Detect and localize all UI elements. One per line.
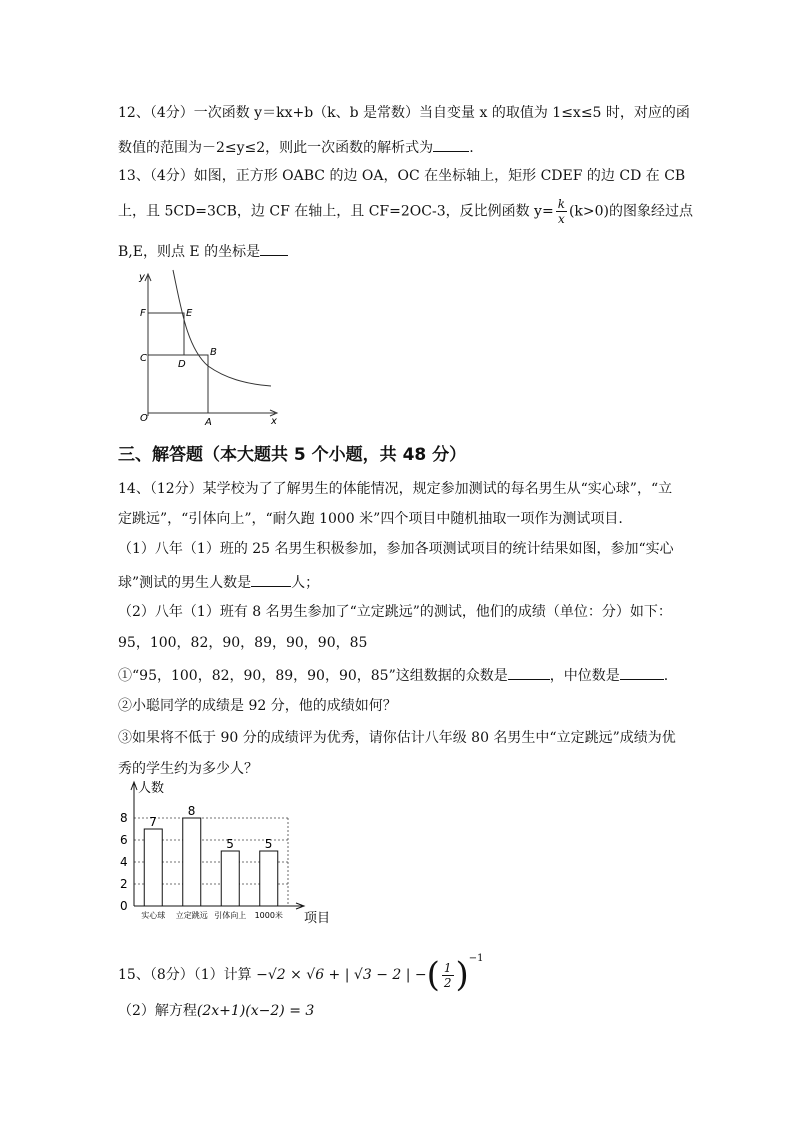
bar <box>183 818 201 906</box>
label-d: D <box>178 359 186 370</box>
q15-frac-den: 2 <box>443 975 452 990</box>
q14-line-7-mid: ，中位数是 <box>549 668 620 684</box>
q14-line-7-text: ①“95，100，82，90，89，90，90，85”这组数据的众数是 <box>118 668 508 684</box>
q14-line-1: 14、（12分）某学校为了了解男生的体能情况，规定参加测试的每名男生从“实心球”，“立 <box>118 481 673 497</box>
q15-fraction <box>442 961 454 990</box>
q14-answer-blank-1[interactable] <box>251 572 291 587</box>
x-axis-label: 项目 <box>304 911 331 926</box>
q13-line-2-text: 上，且 5CD=3CB，边 CF 在轴上，且 CF=2OC-3，反比例函数 y= <box>118 203 554 220</box>
bar <box>260 851 278 906</box>
x-tick-label: 立定跳远 <box>175 911 208 920</box>
label-a: A <box>205 417 212 428</box>
q14-line-8: ②小聪同学的成绩是 92 分，他的成绩如何？ <box>118 698 397 714</box>
y-tick-label: 0 <box>120 899 128 913</box>
q12-answer-blank[interactable] <box>433 137 469 152</box>
q14-bar-chart <box>112 778 342 926</box>
q14-line-10: 秀的学生约为多少人？ <box>118 761 258 777</box>
q13-line-3 <box>118 241 288 261</box>
q15-part1-text: 15、（8分）（1）计算 <box>118 967 252 983</box>
q14-scores: 95，100，82，90，89，90，90，85 <box>118 635 368 651</box>
q14-line-4-end: 人； <box>291 575 320 591</box>
bar-value-label: 5 <box>264 837 273 851</box>
q13-fraction <box>556 197 567 226</box>
q15-exponent: −1 <box>468 953 484 964</box>
y-tick-label: 8 <box>120 811 128 825</box>
q14-line-3: （1）八年（1）班的 25 名男生积极参加，参加各项测试项目的统计结果如图，参加“实心 <box>118 541 674 557</box>
q15-right-paren: ) <box>455 955 469 995</box>
q15-line-2 <box>118 1002 314 1020</box>
y-axis-label: 人数 <box>138 781 165 796</box>
label-f: F <box>140 308 146 319</box>
q13-frac-num: k <box>557 197 565 211</box>
q15-part2-text: （2）解方程 <box>118 1003 197 1019</box>
q15-line-1 <box>118 950 484 995</box>
rectangle-cdef <box>148 313 184 355</box>
q14-line-9: ③如果将不低于 90 分的成绩评为优秀，请你估计八年级 80 名男生中“立定跳远”成绩为优 <box>118 730 676 746</box>
q12-line-1: 12、（4分）一次函数 y＝kx+b（k、b 是常数）当自变量 x 的取值为 1≤x≤5 时，对应的函 <box>118 105 690 121</box>
x-tick-label: 1000米 <box>254 911 283 920</box>
q13-line-2 <box>118 197 693 226</box>
section-3-heading: 三、解答题（本大题共 5 个小题，共 48 分） <box>118 445 467 465</box>
hyperbola-curve <box>173 270 271 386</box>
label-o: O <box>140 413 148 424</box>
q12-line-2-end: . <box>469 140 474 156</box>
q15-frac-num: 1 <box>443 960 452 975</box>
q15-left-paren: ( <box>426 955 440 995</box>
q12-line-2 <box>118 137 474 157</box>
q14-median-blank[interactable] <box>620 665 664 680</box>
label-y: y <box>139 272 145 283</box>
bar-value-label: 5 <box>226 837 234 851</box>
q13-line-3-text: B,E，则点 E 的坐标是 <box>118 244 261 260</box>
bar-value-label: 8 <box>187 804 196 818</box>
y-tick-label: 4 <box>120 855 128 869</box>
q14-line-7 <box>118 665 668 685</box>
q12-line-2-text: 数值的范围为－2≤y≤2，则此一次函数的解析式为 <box>118 140 434 156</box>
label-c: C <box>140 353 147 364</box>
q13-figure <box>125 268 295 428</box>
q13-answer-blank[interactable] <box>260 241 288 256</box>
bar <box>221 851 239 906</box>
label-b: B <box>210 347 217 358</box>
bar-value-label: 7 <box>149 815 157 829</box>
q13-line-1: 13、（4分）如图，正方形 OABC 的边 OA，OC 在坐标轴上，矩形 CDEF 的边 CD 在 CB <box>118 168 686 184</box>
q14-line-4-text: 球”测试的男生人数是 <box>118 575 252 591</box>
q14-line-2: 定跳远”，“引体向上”，“耐久跑 1000 米”四个项目中随机抽取一项作为测试项目. <box>118 511 623 527</box>
q14-line-5: （2）八年（1）班有 8 名男生参加了“立定跳远”的测试，他们的成绩（单位：分）如下： <box>118 604 672 620</box>
x-tick-label: 实心球 <box>141 911 166 920</box>
q14-mode-blank[interactable] <box>508 665 550 680</box>
bar <box>144 829 162 906</box>
label-e: E <box>186 308 193 319</box>
label-x: x <box>271 416 277 427</box>
q15-equation: (2x+1)(x−2) = 3 <box>196 1003 315 1019</box>
q13-line-2-end: (k>0)的图象经过点 <box>568 203 694 220</box>
q15-expression-a: −√2 × √6 + | √3 − 2 | − <box>256 967 427 983</box>
x-tick-label: 引体向上 <box>214 911 247 920</box>
y-tick-label: 6 <box>120 833 128 847</box>
y-tick-label: 2 <box>120 877 128 891</box>
q14-line-4 <box>118 572 319 592</box>
q14-line-7-end: . <box>663 668 669 684</box>
q13-frac-den: x <box>557 212 565 226</box>
